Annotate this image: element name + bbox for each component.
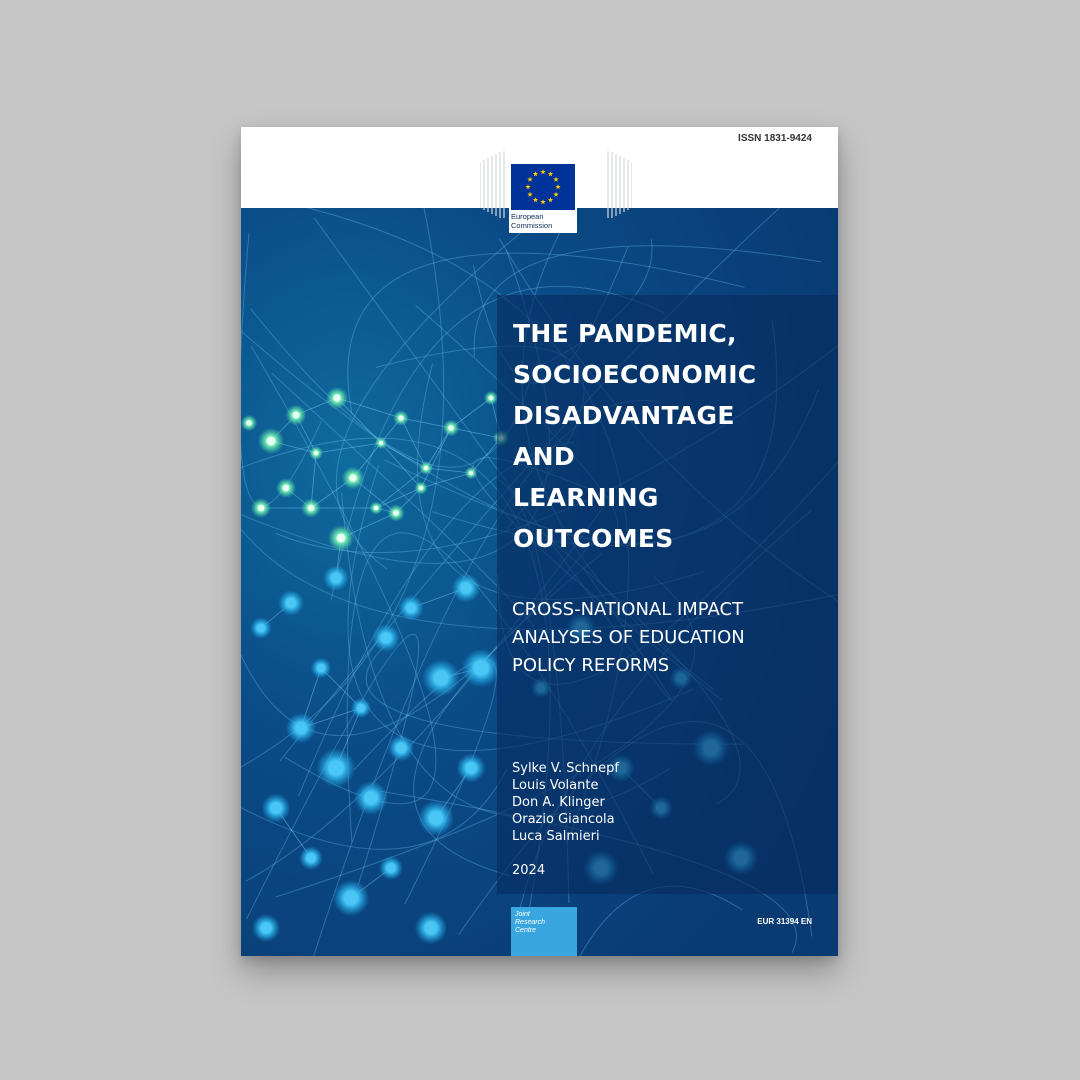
network-node (398, 415, 403, 420)
title-line: LEARNING (513, 483, 659, 512)
jrc-badge (511, 907, 577, 956)
network-node (257, 624, 264, 631)
network-node (314, 451, 319, 456)
author-name: Orazio Giancola (512, 812, 615, 827)
network-node (333, 394, 340, 401)
network-node (393, 510, 399, 516)
network-node (349, 474, 357, 482)
report-number: EUR 31394 EN (757, 917, 812, 926)
network-node (419, 486, 423, 490)
network-node (379, 441, 383, 445)
network-node (267, 437, 276, 446)
network-node (397, 744, 406, 753)
network-node (296, 723, 306, 733)
report-cover (241, 127, 838, 956)
title-line: SOCIOECONOMIC (513, 360, 757, 389)
network-node (261, 923, 270, 932)
network-node (435, 672, 448, 685)
network-node (475, 662, 488, 675)
title-line: THE PANDEMIC, (513, 319, 737, 348)
network-node (387, 864, 395, 872)
network-node (329, 761, 342, 774)
jrc-badge-text: Joint Research Centre (515, 911, 545, 934)
network-node (332, 574, 341, 583)
network-node (448, 425, 454, 431)
author-list (512, 760, 762, 845)
network-node (283, 485, 290, 492)
subtitle-line: CROSS-NATIONAL IMPACT (512, 599, 744, 620)
subtitle-line: ANALYSES OF EDUCATION (512, 627, 745, 648)
title-line: AND (513, 442, 575, 471)
network-node (307, 854, 315, 862)
publication-year: 2024 (512, 863, 546, 878)
author-name: Sylke V. Schnepf (512, 761, 619, 776)
title-line: OUTCOMES (513, 524, 674, 553)
report-title (513, 313, 833, 559)
author-name: Louis Volante (512, 778, 599, 793)
network-node (345, 892, 357, 904)
subtitle-line: POLICY REFORMS (512, 655, 670, 676)
network-node (258, 505, 265, 512)
network-node (374, 506, 378, 510)
network-node (308, 505, 314, 511)
issn-number: ISSN 1831-9424 (738, 133, 812, 144)
logo-caption: European Commission (511, 212, 553, 230)
network-node (246, 420, 251, 425)
network-node (365, 792, 376, 803)
title-line: DISADVANTAGE (513, 401, 735, 430)
author-name: Luca Salmieri (512, 829, 600, 844)
network-node (293, 412, 300, 419)
network-node (381, 633, 390, 642)
network-node (358, 705, 365, 712)
network-node (318, 665, 325, 672)
report-subtitle (512, 596, 832, 680)
network-node (469, 471, 473, 475)
network-node (337, 534, 346, 543)
network-node (407, 604, 415, 612)
author-name: Don A. Klinger (512, 795, 605, 810)
network-node (426, 923, 437, 934)
network-node (461, 583, 471, 593)
network-node (489, 396, 494, 401)
network-node (466, 763, 476, 773)
network-node (271, 803, 281, 813)
network-node (430, 812, 442, 824)
network-node (424, 466, 429, 471)
network-node (287, 599, 296, 608)
